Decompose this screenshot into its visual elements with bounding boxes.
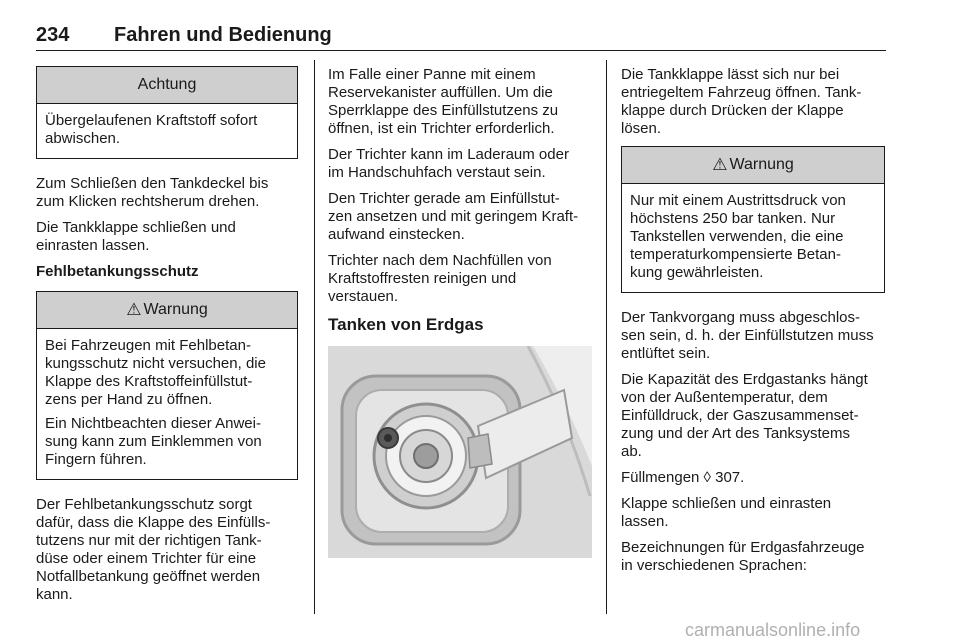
warning-box-title: Warnung xyxy=(729,156,794,173)
chapter-title: Fahren und Bedienung xyxy=(114,24,332,46)
warning-triangle-icon: ⚠ xyxy=(712,155,728,174)
paragraph: Der Trichter kann im Laderaum oder im Handschuhfach verstaut sein. xyxy=(328,146,569,181)
warning-text: Bei Fahrzeugen mit Fehlbetan- kungsschutz nicht versuchen, die Klappe des Kraftstoffeinfüllstut- zens per Hand zu öffnen. xyxy=(45,337,266,408)
fuel-door-image xyxy=(328,346,592,558)
section-heading: Fehlbetankungsschutz xyxy=(36,263,199,280)
warning-box-header xyxy=(37,292,297,329)
watermark: carmanualsonline.info xyxy=(685,620,861,640)
warning-text: Ein Nichtbeachten dieser Anwei- sung kann zum Einklemmen von Fingern führen. xyxy=(45,415,262,468)
warning-text: Nur mit einem Austrittsdruck von höchstens 250 bar tanken. Nur Tankstellen verwenden, die eine temperaturkompensierte Betan- kung gewährleisten. xyxy=(630,192,846,281)
fuel-door-illustration xyxy=(328,346,592,558)
warning-box xyxy=(621,146,885,293)
column-1 xyxy=(36,66,298,612)
page-header xyxy=(36,22,886,51)
paragraph: Im Falle einer Panne mit einem Reservekanister auffüllen. Um die Sperrklappe des Einfüllstutzens zu öffnen, ist ein Trichter erforderlich. xyxy=(328,66,559,137)
paragraph: Die Tankklappe lässt sich nur bei entriegeltem Fahrzeug öffnen. Tank- klappe durch Drücken der Klappe lösen. xyxy=(621,66,862,137)
page-number: 234 xyxy=(36,24,70,46)
warning-box xyxy=(36,291,298,480)
paragraph: Klappe schließen und einrasten lassen. xyxy=(621,495,832,530)
paragraph: Den Trichter gerade am Einfüllstut- zen ansetzen und mit geringem Kraft- aufwand einstecken. xyxy=(328,190,579,243)
paragraph: Die Kapazität des Erdgastanks hängt von der Außentemperatur, dem Einfülldruck, der Gaszusammenset- zung und der Art des Tanksystems ab. xyxy=(621,371,868,460)
column-3 xyxy=(621,66,885,583)
paragraph: Der Fehlbetankungsschutz sorgt dafür, dass die Klappe des Einfülls- tutzens nur mit der richtigen Tank- düse oder einem Trichter für eine Notfallbetankung geöffnet werden kann. xyxy=(36,496,271,603)
caution-box xyxy=(36,66,298,159)
caution-box-text: Übergelaufenen Kraftstoff sofort abwischen. xyxy=(45,112,258,147)
caution-box-title: Achtung xyxy=(37,67,297,104)
warning-triangle-icon: ⚠ xyxy=(126,300,142,319)
paragraph: Trichter nach dem Nachfüllen von Kraftstoffresten reinigen und verstauen. xyxy=(328,252,552,305)
paragraph: Die Tankklappe schließen und einrasten lassen. xyxy=(36,219,236,254)
cross-reference[interactable]: Füllmengen ◊ 307. xyxy=(621,469,745,486)
column-2 xyxy=(328,66,594,558)
paragraph: Der Tankvorgang muss abgeschlos- sen sein, d. h. der Einfüllstutzen muss entlüftet sein. xyxy=(621,309,874,362)
paragraph: Zum Schließen den Tankdeckel bis zum Klicken rechtsherum drehen. xyxy=(36,175,269,210)
paragraph: Bezeichnungen für Erdgasfahrzeuge in verschiedenen Sprachen: xyxy=(621,539,865,574)
column-divider xyxy=(314,60,315,614)
section-heading: Tanken von Erdgas xyxy=(328,315,484,334)
column-divider xyxy=(606,60,607,614)
warning-box-title: Warnung xyxy=(143,301,208,318)
warning-box-header xyxy=(622,147,884,184)
